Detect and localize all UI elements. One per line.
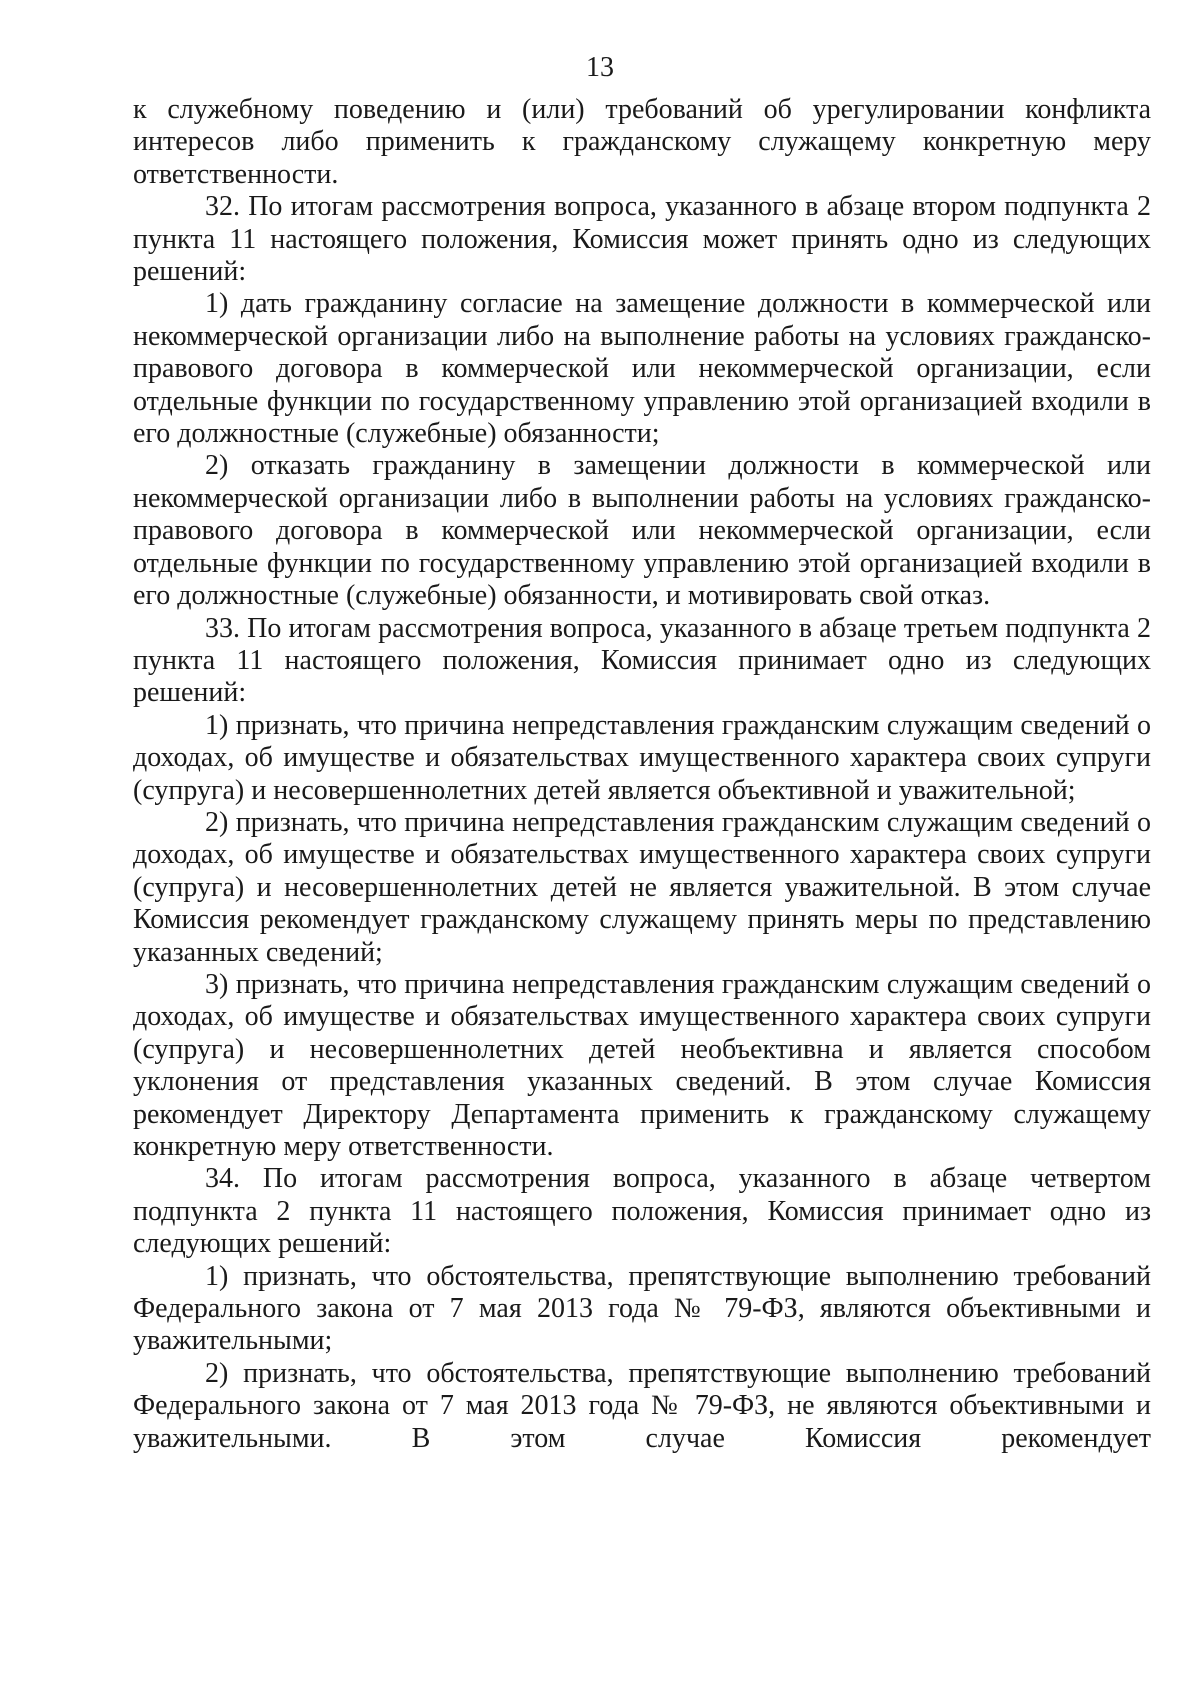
paragraph-31-continuation: к служебному поведению и (или) требований об урегулировании конфликта интересов либо применить к гражданскому служащему конкретную меру ответственности. <box>133 94 1151 190</box>
paragraph-33: 33. По итогам рассмотрения вопроса, указанного в абзаце третьем подпункта 2 пункта 11 настоящего положения, Комиссия принимает одно из следующих решений: <box>133 612 1151 709</box>
paragraph-34-item-2: 2) признать, что обстоятельства, препятствующие выполнению требований Федерального закона от 7 мая 2013 года № 79-ФЗ, не являются объективными и уважительными. В этом случае Комиссия рекомендует <box>133 1357 1151 1454</box>
paragraph-32: 32. По итогам рассмотрения вопроса, указанного в абзаце втором подпункта 2 пункта 11 настоящего положения, Комиссия может принять одно из следующих решений: <box>133 191 1151 288</box>
paragraph-32-item-1: 1) дать гражданину согласие на замещение должности в коммерческой или некоммерческой организации либо на выполнение работы на условиях гражданско-правового договора в коммерческой или некоммерческой организации, если отдельные функции по государственному управлению этой организацией входили в его должностные (служебные) обязанности; <box>133 288 1151 450</box>
paragraph-33-item-1: 1) признать, что причина непредставления гражданским служащим сведений о доходах, об имуществе и обязательствах имущественного характера своих супруги (супруга) и несовершеннолетних детей является объективной и уважительной; <box>133 709 1151 806</box>
document-body <box>133 94 1151 1455</box>
paragraph-32-item-2: 2) отказать гражданину в замещении должности в коммерческой или некоммерческой организации либо в выполнении работы на условиях гражданско-правового договора в коммерческой или некоммерческой организации, если отдельные функции по государственному управлению этой организацией входили в его должностные (служебные) обязанности, и мотивировать свой отказ. <box>133 450 1151 612</box>
paragraph-33-item-3: 3) признать, что причина непредставления гражданским служащим сведений о доходах, об имуществе и обязательствах имущественного характера своих супруги (супруга) и несовершеннолетних детей необъективна и является способом уклонения от представления указанных сведений. В этом случае Комиссия рекомендует Директору Департамента применить к гражданскому служащему конкретную меру ответственности. <box>133 968 1151 1162</box>
paragraph-33-item-2: 2) признать, что причина непредставления гражданским служащим сведений о доходах, об имуществе и обязательствах имущественного характера своих супруги (супруга) и несовершеннолетних детей не является уважительной. В этом случае Комиссия рекомендует гражданскому служащему принять меры по представлению указанных сведений; <box>133 806 1151 968</box>
paragraph-34-item-1: 1) признать, что обстоятельства, препятствующие выполнению требований Федерального закона от 7 мая 2013 года № 79-ФЗ, являются объективными и уважительными; <box>133 1260 1151 1357</box>
paragraph-34: 34. По итогам рассмотрения вопроса, указанного в абзаце четвертом подпункта 2 пункта 11 настоящего положения, Комиссия принимает одно из следующих решений: <box>133 1163 1151 1260</box>
page-number: 13 <box>586 52 614 83</box>
